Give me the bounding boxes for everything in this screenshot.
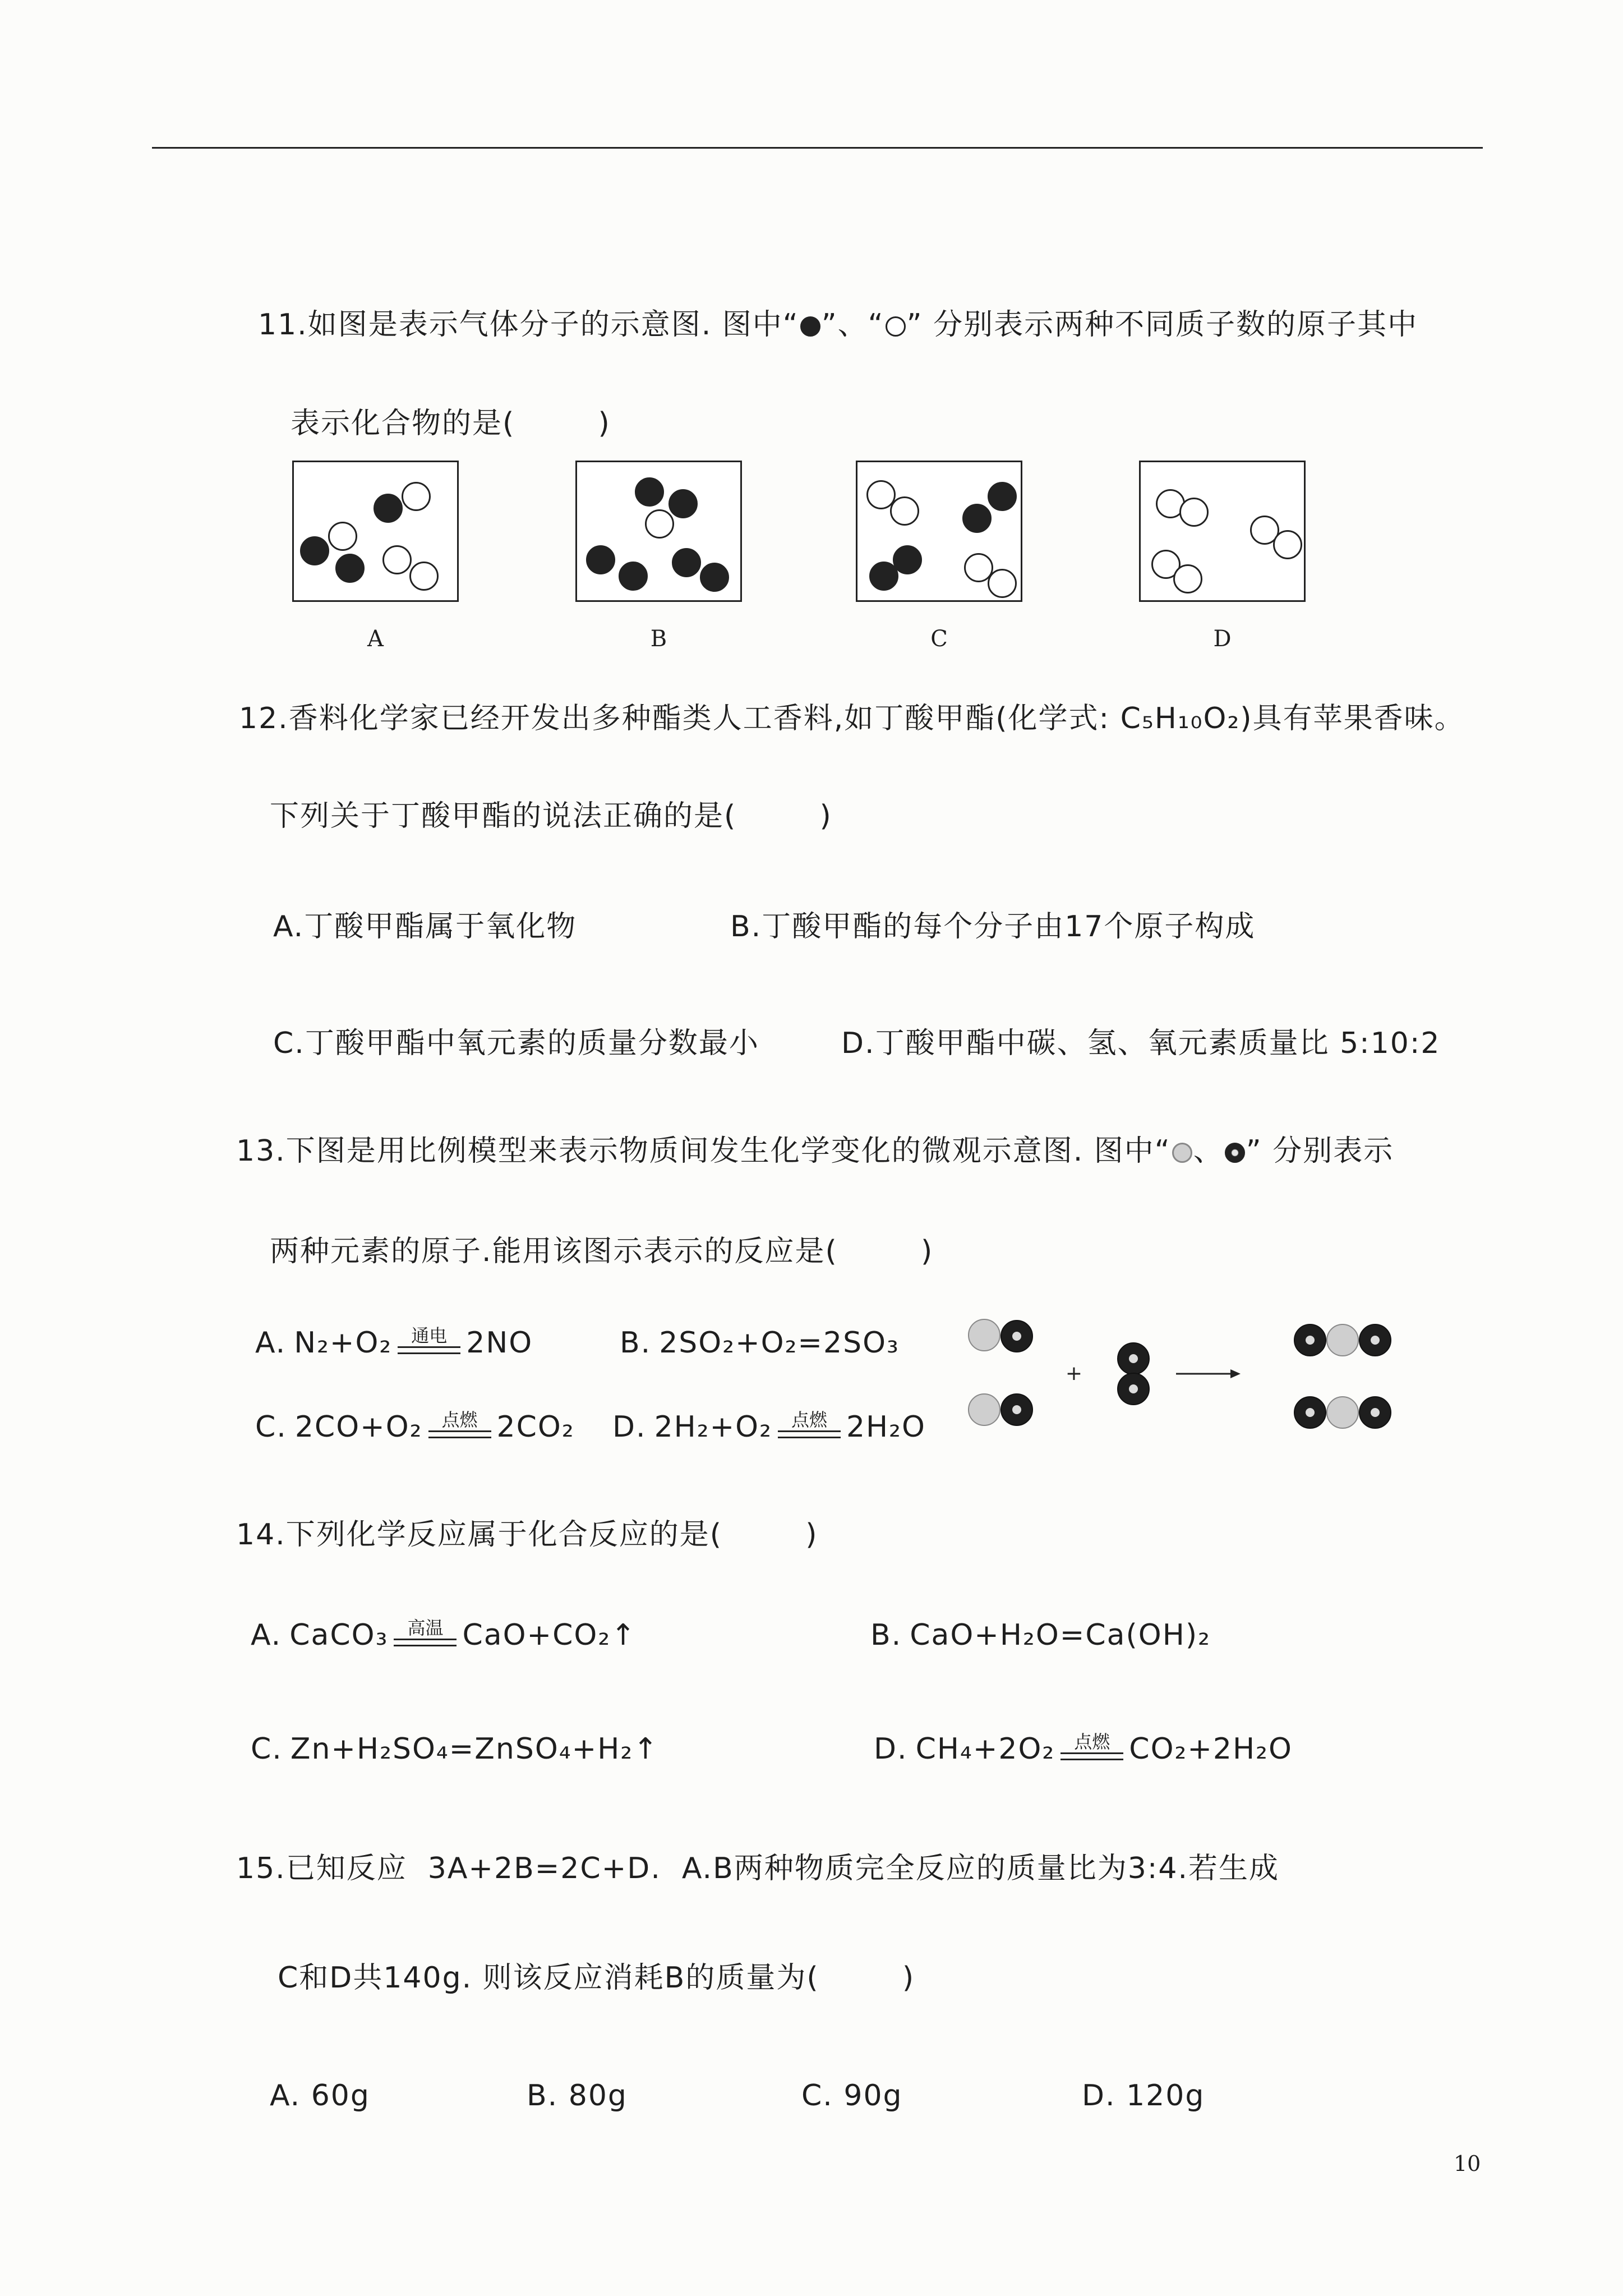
q12-option-b-text: B.丁酸甲酯的每个分子由17个原子构成 <box>730 910 1256 944</box>
reaction-condition <box>778 1409 841 1438</box>
double-line <box>778 1430 841 1438</box>
black-atom-icon <box>800 316 820 337</box>
equation-reactants: CH₄+2O₂ <box>915 1732 1055 1766</box>
q11-stem-text: ” 分别表示两种不同质子数的原子其中 <box>906 308 1418 342</box>
product-molecule <box>1294 1324 1391 1356</box>
product-molecule <box>1294 1397 1391 1428</box>
reactant-molecule <box>969 1394 1032 1425</box>
white-atom <box>988 569 1017 598</box>
q12-option-d-text: D.丁酸甲酯中碳、氢、氧元素质量比 5:10:2 <box>841 1027 1441 1060</box>
q15-option-a <box>270 2073 370 2118</box>
q15-question-text: C和D共140g. 则该反应消耗B的质量为( ) <box>278 1961 915 1995</box>
q11-stem-line1 <box>258 302 1418 347</box>
reaction-condition <box>398 1325 460 1354</box>
plus-sign: + <box>1065 1362 1083 1385</box>
q12-option-c-text: C.丁酸甲酯中氧元素的质量分数最小 <box>273 1027 759 1060</box>
q13-question-text: 两种元素的原子.能用该图示表示的反应是( ) <box>270 1235 934 1268</box>
reactant-molecule <box>969 1319 1032 1352</box>
condition-text: 点燃 <box>441 1409 478 1430</box>
q13-reaction-diagram <box>953 1307 1413 1447</box>
q14-option-d <box>874 1727 1293 1772</box>
white-atom-icon <box>886 316 906 337</box>
black-atom <box>672 548 701 577</box>
q12-stem-line2 <box>270 794 832 839</box>
double-line <box>394 1639 457 1646</box>
grey-atom <box>1327 1324 1358 1356</box>
atom-center-dot <box>1371 1336 1380 1345</box>
white-atom <box>890 496 919 526</box>
option-label: C. <box>251 1732 283 1766</box>
grey-atom <box>969 1394 1000 1425</box>
q14-option-c <box>251 1727 659 1772</box>
q12-option-c <box>273 1021 759 1066</box>
reaction-condition <box>1061 1731 1123 1760</box>
black-atom <box>586 545 615 574</box>
equation-text: Zn+H₂SO₄=ZnSO₄+H₂↑ <box>290 1732 659 1766</box>
atom-center-dot <box>1129 1384 1138 1393</box>
reaction-condition <box>394 1617 457 1646</box>
equation-products: 2NO <box>466 1326 533 1360</box>
equation <box>255 1405 575 1450</box>
equation-reactants: 2CO+O₂ <box>294 1410 423 1444</box>
option-label: A. <box>255 1326 287 1360</box>
q11-stem-line2 <box>291 401 611 446</box>
white-atom <box>402 482 431 511</box>
black-atom <box>668 489 698 518</box>
black-atom <box>700 563 729 592</box>
q11-option-a-diagram <box>292 461 459 602</box>
q15-option-d <box>1082 2073 1205 2118</box>
black-atom <box>374 494 403 523</box>
double-line <box>398 1346 460 1354</box>
q15-option-b-text: B. 80g <box>527 2079 628 2113</box>
equation-products: CaO+CO₂↑ <box>462 1618 637 1652</box>
q15-stem-text: 15.已知反应 3A+2B=2C+D. A.B两种物质完全反应的质量比为3:4.若生成 <box>236 1852 1279 1885</box>
q11-option-c-diagram <box>856 461 1022 602</box>
equation <box>255 1320 533 1365</box>
q14-stem <box>236 1512 818 1557</box>
grey-atom-icon <box>1172 1143 1192 1163</box>
q11-stem-text: ”、“ <box>821 308 884 342</box>
q12-option-b <box>730 904 1255 949</box>
equation-products: 2H₂O <box>846 1410 926 1444</box>
atom-center-dot <box>1012 1405 1021 1414</box>
equation <box>251 1613 637 1658</box>
equation-reactants: N₂+O₂ <box>294 1326 393 1360</box>
q14-question-text: 14.下列化学反应属于化合反应的是( ) <box>236 1518 818 1552</box>
q15-option-b <box>527 2073 628 2118</box>
white-atom <box>1173 564 1202 593</box>
q12-stem-text: 12.香料化学家已经开发出多种酯类人工香料,如丁酸甲酯(化学式: C₅H₁₀O₂)具有苹果香味。 <box>239 702 1465 735</box>
q12-option-a-text: A.丁酸甲酯属于氧化物 <box>273 910 577 944</box>
q13-stem-line2 <box>270 1229 933 1274</box>
q13-stem-line1 <box>236 1129 1394 1174</box>
q12-stem-line1 <box>239 696 1465 741</box>
q15-option-c-text: C. 90g <box>801 2079 903 2113</box>
q14-option-a <box>251 1613 637 1658</box>
q11-option-b-diagram <box>575 461 742 602</box>
condition-text: 点燃 <box>1074 1731 1110 1752</box>
q11-question-text: 表示化合物的是( ) <box>291 407 611 440</box>
grey-atom <box>969 1319 1000 1351</box>
q12-option-d <box>841 1021 1440 1066</box>
q11-option-c-label: C <box>930 626 948 652</box>
q12-question-text: 下列关于丁酸甲酯的说法正确的是( ) <box>270 799 832 833</box>
q15-option-a-text: A. 60g <box>270 2079 370 2113</box>
equation-products: 2CO₂ <box>496 1410 575 1444</box>
q11-option-d-label: D <box>1213 626 1232 652</box>
q13-stem-text: 13.下图是用比例模型来表示物质间发生化学变化的微观示意图. 图中“ <box>236 1134 1171 1168</box>
q15-option-c <box>801 2073 903 2118</box>
option-label: B. <box>870 1618 902 1652</box>
black-atom <box>335 554 365 583</box>
black-atom <box>619 562 648 591</box>
white-atom <box>645 509 674 539</box>
option-label: D. <box>612 1410 647 1444</box>
white-atom <box>409 562 439 591</box>
q11-stem-text: 11.如图是表示气体分子的示意图. 图中“ <box>258 308 799 342</box>
q13-stem-text: 、 <box>1193 1134 1224 1168</box>
q13-option-a <box>255 1320 533 1365</box>
atom-center-dot <box>1306 1408 1315 1417</box>
q11-option-a-label: A <box>367 626 384 652</box>
black-atom <box>893 545 922 574</box>
option-label: B. <box>620 1326 652 1360</box>
double-line <box>428 1430 491 1438</box>
reactant-molecule-diatomic <box>1118 1343 1149 1405</box>
q11-option-b-label: B <box>650 626 667 652</box>
atom-center-dot <box>1371 1408 1380 1417</box>
white-atom <box>1179 498 1209 527</box>
black-atom <box>988 482 1017 511</box>
q12-option-a <box>273 904 577 949</box>
q11-option-d-diagram <box>1139 461 1306 602</box>
black-atom <box>635 477 664 507</box>
condition-text: 通电 <box>411 1325 448 1346</box>
equation <box>874 1727 1293 1772</box>
q13-option-d <box>612 1405 926 1450</box>
option-label: C. <box>255 1410 287 1444</box>
q14-option-b <box>870 1613 1211 1658</box>
atom-center-dot <box>1129 1354 1138 1363</box>
double-line <box>1061 1752 1123 1760</box>
condition-text: 点燃 <box>791 1409 827 1430</box>
arrow-head <box>1230 1369 1241 1378</box>
equation-products: CO₂+2H₂O <box>1129 1732 1293 1766</box>
equation-text: CaO+H₂O=Ca(OH)₂ <box>910 1618 1211 1652</box>
white-atom <box>382 545 412 574</box>
q15-stem-line2 <box>278 1955 915 2000</box>
atom-center-dot <box>1012 1332 1021 1341</box>
black-atom <box>962 504 992 533</box>
white-atom <box>1273 530 1302 559</box>
equation-text: 2SO₂+O₂=2SO₃ <box>659 1326 900 1360</box>
black-atom <box>300 536 329 565</box>
q15-option-d-text: D. 120g <box>1082 2079 1205 2113</box>
q13-option-b <box>620 1320 900 1365</box>
header-rule <box>152 147 1483 149</box>
white-atom <box>328 522 357 551</box>
equation-reactants: 2H₂+O₂ <box>654 1410 772 1444</box>
option-label: A. <box>251 1618 282 1652</box>
black-dotted-atom-icon <box>1225 1143 1245 1163</box>
q15-stem-line1 <box>236 1846 1279 1891</box>
page-number: 10 <box>1454 2151 1481 2176</box>
equation <box>612 1405 926 1450</box>
option-label: D. <box>874 1732 908 1766</box>
condition-text: 高温 <box>407 1617 444 1639</box>
atom-center-dot <box>1306 1336 1315 1345</box>
reaction-arrow <box>1176 1369 1241 1378</box>
equation-reactants: CaCO₃ <box>289 1618 389 1652</box>
grey-atom <box>1327 1397 1358 1428</box>
reaction-condition <box>428 1409 491 1438</box>
q13-option-c <box>255 1405 575 1450</box>
q13-stem-text: ” 分别表示 <box>1246 1134 1394 1168</box>
